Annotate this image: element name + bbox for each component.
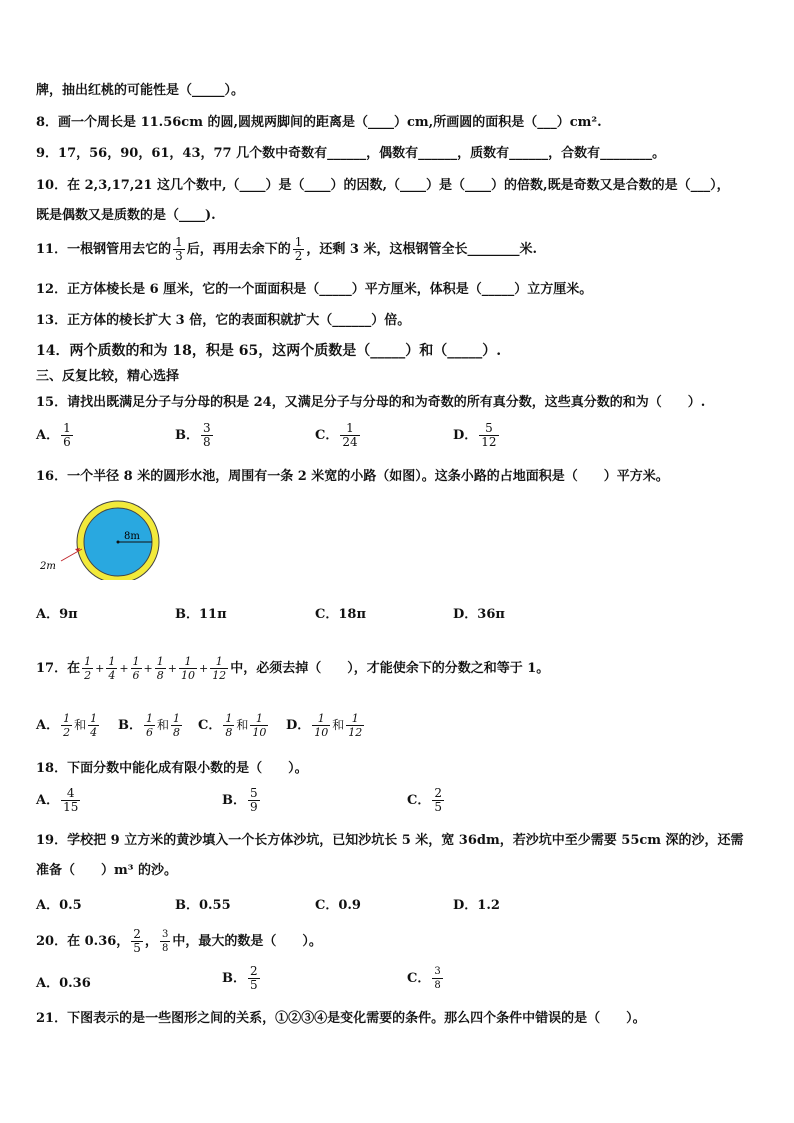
q20-prefix: 20．在 0.36， — [36, 934, 130, 949]
circled-numbers: ①②③④ — [275, 1011, 328, 1026]
q19-option-b[interactable]: B．0.55 — [175, 898, 231, 913]
option-label: D． — [286, 718, 311, 733]
fraction-denominator: 5 — [250, 978, 258, 992]
q11-fraction-1 — [173, 236, 185, 263]
option-label: A． — [36, 793, 60, 808]
question-21 — [36, 1010, 646, 1028]
option-label: D． — [453, 428, 478, 443]
option-label: B． — [175, 428, 199, 443]
width-label: 2m — [40, 561, 56, 572]
plus-sign: + — [95, 662, 105, 675]
q21-suffix: 是变化需要的条件。那么四个条件中错误的是（ ）。 — [327, 1011, 646, 1026]
q15-option-c[interactable] — [315, 422, 362, 449]
radius-label: 8m — [124, 531, 140, 542]
q18-option-c[interactable] — [407, 787, 446, 814]
section-heading: 三、反复比较，精心选择 — [36, 369, 180, 384]
separator: ， — [144, 934, 158, 949]
fraction-denominator: 2 — [294, 249, 303, 263]
q18-option-a[interactable] — [36, 787, 82, 814]
fraction-numerator: 3 — [203, 421, 211, 435]
q17-term: $\frac{1}{12}$ — [212, 655, 227, 682]
fraction-denominator: 15 — [63, 800, 79, 814]
fraction-numerator: 1 — [346, 421, 354, 435]
fraction-numerator: 3 — [161, 929, 169, 940]
q17-term: $\frac{1}{8}$ — [156, 655, 164, 682]
fraction-numerator: 4 — [66, 786, 75, 800]
option-value: 0.36 — [59, 976, 91, 991]
option-label: C． — [198, 718, 222, 733]
question-10-line1: 10．在 2,3,17,21 这几个数中,（____）是（____）的因数,（____）是（____）的倍数,既是奇数又是合数的是（___）， — [36, 178, 730, 193]
option-label: C． — [315, 428, 339, 443]
q21-prefix: 21．下图表示的是一些图形之间的关系， — [36, 1011, 276, 1026]
fraction-denominator: 9 — [250, 800, 258, 814]
fraction-numerator: 3 — [434, 966, 441, 977]
question-fragment: 牌，抽出红桃的可能性是（_____）。 — [36, 83, 245, 98]
q15-option-b[interactable] — [175, 422, 215, 449]
fraction-denominator: 12 — [481, 435, 497, 449]
question-18: 18．下面分数中能化成有限小数的是（ ）。 — [36, 761, 308, 776]
q17-term: $\frac{1}{4}$ — [108, 655, 116, 682]
q20-suffix: 中，最大的数是（ ）。 — [172, 934, 322, 949]
q17-option-c[interactable]: C． $\frac{1}{8}$ 和 $\frac{1}{10}$ — [198, 712, 267, 739]
fraction-numerator: 2 — [250, 964, 258, 978]
q20-option-a[interactable] — [36, 972, 91, 991]
option-label: B． — [222, 793, 246, 808]
q11-fraction-2 — [293, 236, 305, 263]
fraction-denominator: 8 — [161, 943, 169, 954]
and-word: 和 — [332, 718, 345, 732]
question-20 — [36, 928, 322, 955]
question-8: 8．画一个周长是 11.56cm 的圆,圆规两脚间的距离是（____）cm,所画圆的面积是（___）cm². — [36, 115, 602, 130]
q18-option-b[interactable] — [222, 787, 262, 814]
question-14: 14．两个质数的和为 18，积是 65，这两个质数是（_____）和（_____）. — [36, 343, 502, 359]
q17-option-b[interactable]: B． $\frac{1}{6}$ 和 $\frac{1}{8}$ — [118, 712, 181, 739]
q20-option-c[interactable] — [407, 965, 445, 992]
option-label: A． — [36, 718, 60, 733]
q17-suffix: 中，必须去掉（ ），才能使余下的分数之和等于 1。 — [230, 661, 550, 676]
q17-term: $\frac{1}{6}$ — [132, 655, 140, 682]
option-label: B． — [118, 718, 142, 733]
q19-option-a[interactable]: A．0.5 — [36, 898, 82, 913]
fraction-numerator: 1 — [294, 235, 303, 249]
q17-prefix: 17．在 — [36, 661, 81, 676]
question-9: 9．17，56，90，61，43，77 几个数中奇数有______，偶数有______，质数有______，合数有________。 — [36, 146, 666, 161]
q15-option-a[interactable] — [36, 422, 75, 449]
question-15: 15．请找出既满足分子与分母的积是 24，又满足分子与分母的和为奇数的所有真分数，这些真分数的和为（ ）. — [36, 395, 706, 410]
question-11 — [36, 236, 537, 263]
question-19-line2: 准备（ ）m³ 的沙。 — [36, 863, 177, 878]
question-12: 12．正方体棱长是 6 厘米，它的一个面面积是（_____）平方厘米，体积是（_____）立方厘米。 — [36, 282, 593, 297]
option-label: A． — [36, 976, 60, 991]
pool-figure — [36, 498, 166, 580]
fraction-numerator: 5 — [250, 786, 258, 800]
q16-option-a[interactable]: A．9π — [36, 607, 78, 622]
plus-sign: + — [143, 662, 153, 675]
option-label: C． — [407, 793, 431, 808]
q16-option-d[interactable]: D．36π — [453, 607, 505, 622]
center-point — [117, 541, 120, 544]
fraction-denominator: 8 — [434, 980, 441, 991]
q17-term: $\frac{1}{10}$ — [180, 655, 195, 682]
fraction-denominator: 8 — [203, 435, 211, 449]
q17-term: $\frac{1}{2}$ — [84, 655, 92, 682]
q11-suffix: ，还剩 3 米，这根钢管全长________米. — [306, 242, 538, 257]
q20-option-b[interactable] — [222, 965, 262, 992]
q17-option-d[interactable]: D． $\frac{1}{10}$ 和 $\frac{1}{12}$ — [286, 712, 363, 739]
fraction-numerator: 2 — [434, 786, 442, 800]
plus-sign: + — [119, 662, 129, 675]
fraction-denominator: 6 — [63, 435, 71, 449]
q19-option-c[interactable]: C．0.9 — [315, 898, 361, 913]
fraction-denominator: 5 — [434, 800, 442, 814]
q15-option-d[interactable] — [453, 422, 501, 449]
q11-prefix: 11．一根钢管用去它的 — [36, 242, 172, 257]
fraction-denominator: 24 — [342, 435, 358, 449]
fraction-denominator: 3 — [175, 249, 183, 263]
fraction-numerator: 1 — [175, 235, 183, 249]
question-17 — [36, 655, 549, 682]
plus-sign: + — [167, 662, 177, 675]
q17-option-a[interactable]: A． $\frac{1}{2}$ 和 $\frac{1}{4}$ — [36, 712, 98, 739]
fraction-numerator: 2 — [133, 927, 141, 941]
plus-sign: + — [198, 662, 209, 675]
and-word: 和 — [74, 718, 87, 732]
q19-option-d[interactable]: D．1.2 — [453, 898, 500, 913]
question-19-line1: 19．学校把 9 立方米的黄沙填入一个长方体沙坑，已知沙坑长 5 米，宽 36dm，若沙坑中至少需要 55cm 深的沙，还需 — [36, 833, 744, 848]
question-13: 13．正方体的棱长扩大 3 倍，它的表面积就扩大（______）倍。 — [36, 313, 411, 328]
fraction-numerator: 5 — [485, 421, 493, 435]
fraction-numerator: 1 — [63, 421, 71, 435]
fraction-denominator: 5 — [133, 941, 141, 955]
q11-middle: 后，再用去余下的 — [186, 242, 291, 257]
question-16: 16．一个半径 8 米的圆形水池，周围有一条 2 米宽的小路（如图）。这条小路的占地面积是（ ）平方米。 — [36, 469, 669, 484]
option-label: A． — [36, 428, 60, 443]
and-word: 和 — [236, 718, 249, 732]
and-word: 和 — [157, 718, 170, 732]
q16-option-b[interactable]: B．11π — [175, 607, 227, 622]
question-10-line2: 既是偶数又是质数的是（____). — [36, 208, 216, 223]
q16-option-c[interactable]: C．18π — [315, 607, 366, 622]
option-label: B． — [222, 971, 246, 986]
option-label: C． — [407, 971, 431, 986]
